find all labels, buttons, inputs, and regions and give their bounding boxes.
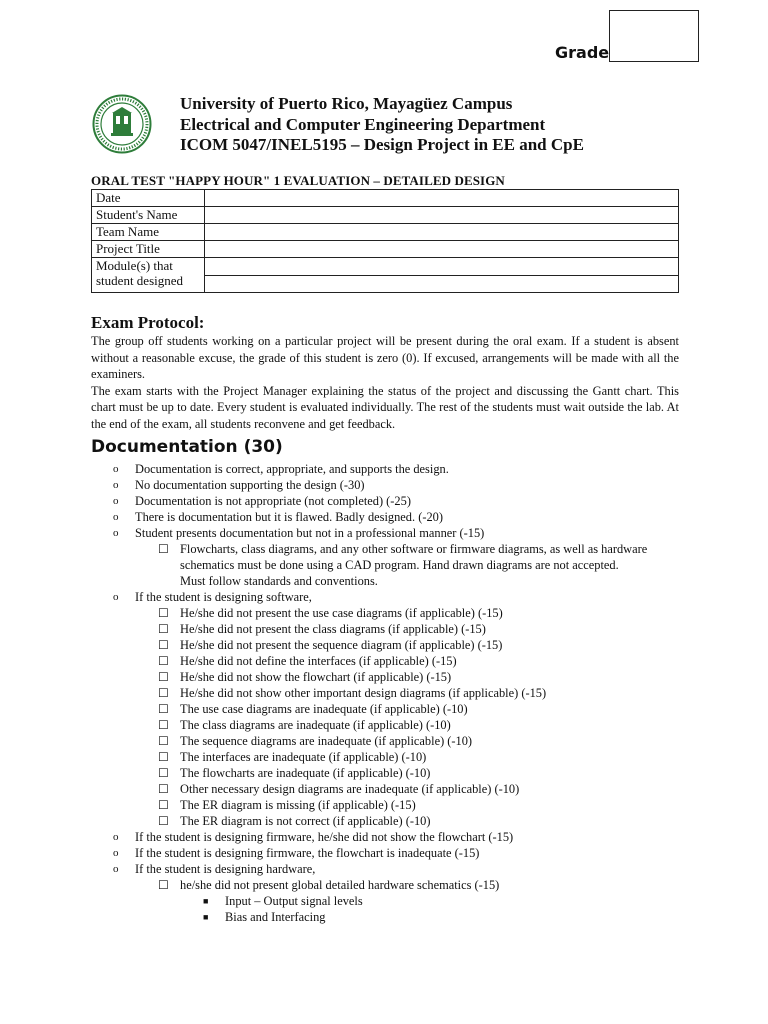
list-item: ☐ he/she did not present global detailed hardware schematics (-15) xyxy=(158,878,500,892)
list-item: o If the student is designing software, xyxy=(113,590,312,604)
documentation-criteria-list xyxy=(91,461,691,925)
list-item: ☐ The class diagrams are inadequate (if applicable) (-10) xyxy=(158,718,451,732)
checkbox-bullet-icon: ☐ xyxy=(158,542,169,556)
list-item: ☐ The ER diagram is missing (if applicable) (-15) xyxy=(158,798,416,812)
student-info-table xyxy=(91,189,679,293)
student-name-field[interactable] xyxy=(205,207,679,224)
exam-protocol-body xyxy=(91,333,679,432)
list-item: ☐ Other necessary design diagrams are inadequate (if applicable) (-10) xyxy=(158,782,520,796)
square-bullet-icon: ■ xyxy=(203,896,209,906)
list-item: ☐ He/she did not define the interfaces (if applicable) (-15) xyxy=(158,654,457,668)
list-item: ☐ The sequence diagrams are inadequate (if applicable) (-10) xyxy=(158,734,473,748)
date-field[interactable] xyxy=(205,190,679,207)
circle-bullet-icon: o xyxy=(113,495,119,507)
circle-bullet-icon: o xyxy=(113,863,119,875)
circle-bullet-icon: o xyxy=(113,527,119,539)
list-item: ☐ The interfaces are inadequate (if applicable) (-10) xyxy=(158,750,427,764)
modules-field[interactable] xyxy=(205,258,679,293)
header-course: ICOM 5047/INEL5195 – Design Project in EE and CpE xyxy=(180,135,584,154)
grade-box[interactable] xyxy=(609,10,699,62)
checkbox-bullet-icon: ☐ xyxy=(158,750,169,764)
header-university: University of Puerto Rico, Mayagüez Campus xyxy=(180,94,513,113)
list-item-continuation: schematics must be done using a CAD program. Hand drawn diagrams are not accepted. xyxy=(180,558,619,572)
list-item: ■ Input – Output signal levels xyxy=(203,894,363,908)
list-item: ☐ The use case diagrams are inadequate (if applicable) (-10) xyxy=(158,702,468,716)
modules-label xyxy=(92,258,205,293)
modules-field-line1[interactable] xyxy=(205,258,678,275)
protocol-paragraph-2: The exam starts with the Project Manager explaining the status of the project and discussing the Gantt chart. This chart must be up to date. Every student is evaluated individually. The rest of the students must wait outside the lab. At the end of the exam, all students reconvene and get feedback. xyxy=(91,383,679,431)
list-item: ■ Bias and Interfacing xyxy=(203,910,326,924)
list-item: o If the student is designing firmware, he/she did not show the flowchart (-15) xyxy=(113,830,514,844)
team-name-label: Team Name xyxy=(92,224,205,241)
header-department: Electrical and Computer Engineering Department xyxy=(180,114,546,134)
square-bullet-icon: ■ xyxy=(203,912,209,922)
checkbox-bullet-icon: ☐ xyxy=(158,702,169,716)
list-item: ☐ The ER diagram is not correct (if applicable) (-10) xyxy=(158,814,431,828)
modules-label-line2: student designed xyxy=(96,273,184,288)
checkbox-bullet-icon: ☐ xyxy=(158,622,169,636)
grade-label: Grade xyxy=(555,43,610,62)
date-label: Date xyxy=(92,190,205,207)
list-item: o Documentation is not appropriate (not completed) (-25) xyxy=(113,494,411,508)
list-item: o Documentation is correct, appropriate, and supports the design. xyxy=(113,462,449,476)
checkbox-bullet-icon: ☐ xyxy=(158,606,169,620)
checkbox-bullet-icon: ☐ xyxy=(158,638,169,652)
list-item: ☐ He/she did not present the use case diagrams (if applicable) (-15) xyxy=(158,606,503,620)
list-item: ☐ He/she did not present the class diagrams (if applicable) (-15) xyxy=(158,622,486,636)
document-header xyxy=(180,94,584,156)
student-name-label: Student's Name xyxy=(92,207,205,224)
list-item: o If the student is designing hardware, xyxy=(113,862,316,876)
university-seal-icon xyxy=(92,94,152,154)
checkbox-bullet-icon: ☐ xyxy=(158,734,169,748)
checkbox-bullet-icon: ☐ xyxy=(158,766,169,780)
list-item: o Student presents documentation but not in a professional manner (-15) xyxy=(113,526,485,540)
list-item: o There is documentation but it is flawed. Badly designed. (-20) xyxy=(113,510,443,524)
checkbox-bullet-icon: ☐ xyxy=(158,878,169,892)
circle-bullet-icon: o xyxy=(113,831,119,843)
checkbox-bullet-icon: ☐ xyxy=(158,654,169,668)
team-name-field[interactable] xyxy=(205,224,679,241)
list-item: ☐ He/she did not show the flowchart (if applicable) (-15) xyxy=(158,670,452,684)
list-item: o If the student is designing firmware, the flowchart is inadequate (-15) xyxy=(113,846,480,860)
checkbox-bullet-icon: ☐ xyxy=(158,814,169,828)
modules-label-line1: Module(s) that xyxy=(96,258,173,273)
exam-protocol-heading: Exam Protocol: xyxy=(91,313,205,332)
checkbox-bullet-icon: ☐ xyxy=(158,798,169,812)
checkbox-bullet-icon: ☐ xyxy=(158,686,169,700)
list-item-continuation: Must follow standards and conventions. xyxy=(180,574,378,588)
list-item: o No documentation supporting the design (-30) xyxy=(113,478,365,492)
list-item: ☐ Flowcharts, class diagrams, and any other software or firmware diagrams, as well as hardware xyxy=(158,542,648,556)
protocol-paragraph-1: The group off students working on a particular project will be present during the oral exam. If a student is absent without a reasonable excuse, the grade of this student is zero (0). If excused, arrangements will be made with all the examiners. xyxy=(91,334,679,381)
checkbox-bullet-icon: ☐ xyxy=(158,670,169,684)
modules-field-line2[interactable] xyxy=(205,275,678,292)
circle-bullet-icon: o xyxy=(113,847,119,859)
checkbox-bullet-icon: ☐ xyxy=(158,782,169,796)
list-item: ☐ The flowcharts are inadequate (if applicable) (-10) xyxy=(158,766,431,780)
circle-bullet-icon: o xyxy=(113,463,119,475)
circle-bullet-icon: o xyxy=(113,591,119,603)
project-title-label: Project Title xyxy=(92,241,205,258)
list-item: ☐ He/she did not present the sequence diagram (if applicable) (-15) xyxy=(158,638,503,652)
circle-bullet-icon: o xyxy=(113,511,119,523)
evaluation-title: ORAL TEST "HAPPY HOUR" 1 EVALUATION – DETAILED DESIGN xyxy=(91,173,505,188)
circle-bullet-icon: o xyxy=(113,479,119,491)
list-item: ☐ He/she did not show other important design diagrams (if applicable) (-15) xyxy=(158,686,547,700)
checkbox-bullet-icon: ☐ xyxy=(158,718,169,732)
documentation-heading: Documentation (30) xyxy=(91,437,283,457)
project-title-field[interactable] xyxy=(205,241,679,258)
